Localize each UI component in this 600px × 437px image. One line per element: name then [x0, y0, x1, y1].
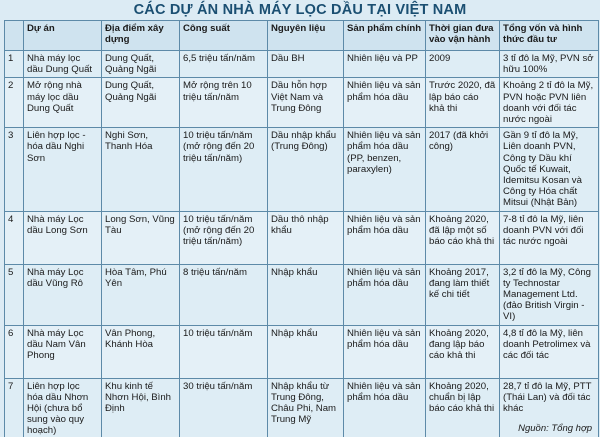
table-cell: Nhà máy lọc dầu Dung Quất — [24, 51, 102, 78]
column-header: Sản phẩm chính — [344, 21, 426, 51]
table-cell: 4,8 tỉ đô la Mỹ, liên doanh Petrolimex và các đối tác — [500, 325, 599, 378]
table-cell: Nhập khẩu — [268, 264, 344, 325]
table-cell: 7-8 tỉ đô la Mỹ, liên doanh PVN với đối tác nước ngoài — [500, 211, 599, 264]
row-number-cell: 3 — [5, 128, 24, 211]
table-cell: Khu kinh tế Nhơn Hội, Bình Định — [102, 378, 180, 437]
table-cell: Nhập khẩu từ Trung Đông, Châu Phi, Nam Trung Mỹ — [268, 378, 344, 437]
table-cell: Khoảng 2 tỉ đô la Mỹ, PVN hoặc PVN liên doanh với đối tác nước ngoài — [500, 78, 599, 128]
table-cell: Dầu BH — [268, 51, 344, 78]
table-row — [5, 211, 599, 264]
table-cell: Khoảng 2020, đang lập báo cáo khả thi — [426, 325, 500, 378]
table-row — [5, 78, 599, 128]
table-row — [5, 264, 599, 325]
column-header — [5, 21, 24, 51]
table-cell: Khoảng 2020, chuẩn bị lập báo cáo khả thi — [426, 378, 500, 437]
table-cell: Nhà máy Lọc dầu Nam Vân Phong — [24, 325, 102, 378]
table-cell: Hòa Tâm, Phú Yên — [102, 264, 180, 325]
table-cell: 2017 (đã khởi công) — [426, 128, 500, 211]
table-cell: 30 triệu tấn/năm — [180, 378, 268, 437]
table-row — [5, 378, 599, 437]
table-cell: 8 triệu tấn/năm — [180, 264, 268, 325]
table-cell: Dầu nhập khẩu (Trung Đông) — [268, 128, 344, 211]
table-cell: 10 triệu tấn/năm (mở rộng đến 20 triệu tấn/năm) — [180, 128, 268, 211]
table-row — [5, 128, 599, 211]
table-cell: 10 triệu tấn/năm (mở rộng đến 20 triệu tấn/năm) — [180, 211, 268, 264]
table-cell: 3,2 tỉ đô la Mỹ, Công ty Technostar Management Ltd. (đảo British Virgin - VI) — [500, 264, 599, 325]
table-cell: 6,5 triệu tấn/năm — [180, 51, 268, 78]
table-cell: 2009 — [426, 51, 500, 78]
table-cell: Nhiên liệu và sản phẩm hóa dầu — [344, 78, 426, 128]
table-row — [5, 325, 599, 378]
table-cell: 10 triệu tấn/năm — [180, 325, 268, 378]
table-cell: Vân Phong, Khánh Hòa — [102, 325, 180, 378]
row-number-cell: 6 — [5, 325, 24, 378]
refinery-projects-table — [4, 20, 599, 437]
table-cell: Trước 2020, đã lập báo cáo khả thi — [426, 78, 500, 128]
column-header: Thời gian đưa vào vận hành — [426, 21, 500, 51]
table-cell: Khoảng 2017, đang làm thiết kế chi tiết — [426, 264, 500, 325]
source-note: Nguồn: Tổng hợp — [518, 423, 592, 434]
column-header: Dự án — [24, 21, 102, 51]
table-cell: Nhiên liệu và sản phẩm hóa dầu — [344, 264, 426, 325]
page-title: CÁC DỰ ÁN NHÀ MÁY LỌC DẦU TẠI VIỆT NAM — [133, 2, 467, 18]
column-header: Công suất — [180, 21, 268, 51]
table-cell: Nghi Sơn, Thanh Hóa — [102, 128, 180, 211]
table-cell: Liên hợp lọc - hóa dầu Nghi Sơn — [24, 128, 102, 211]
table-header-row — [5, 21, 599, 51]
table-cell: Khoảng 2020, đã lập một số báo cáo khả thi — [426, 211, 500, 264]
table-row — [5, 51, 599, 78]
table-cell: Nhiên liệu và sản phẩm hóa dầu — [344, 211, 426, 264]
row-number-cell: 7 — [5, 378, 24, 437]
table-cell: Dầu thô nhập khẩu — [268, 211, 344, 264]
row-number-cell: 2 — [5, 78, 24, 128]
table-cell: Long Sơn, Vũng Tàu — [102, 211, 180, 264]
table-cell: Mở rộng nhà máy lọc dầu Dung Quất — [24, 78, 102, 128]
table-cell: Dung Quất, Quảng Ngãi — [102, 78, 180, 128]
table-cell: Dầu hỗn hợp Việt Nam và Trung Đông — [268, 78, 344, 128]
table-cell: Nhiên liệu và sản phẩm hóa dầu — [344, 378, 426, 437]
table-cell: 3 tỉ đô la Mỹ, PVN sở hữu 100% — [500, 51, 599, 78]
table-cell: Nhà máy Lọc dầu Long Sơn — [24, 211, 102, 264]
row-number-cell: 1 — [5, 51, 24, 78]
column-header: Nguyên liệu — [268, 21, 344, 51]
row-number-cell: 4 — [5, 211, 24, 264]
table-cell: Nhập khẩu — [268, 325, 344, 378]
table-cell: Liên hợp lọc hóa dầu Nhơn Hội (chưa bổ sung vào quy hoạch) — [24, 378, 102, 437]
table-cell: Mở rộng trên 10 triệu tấn/năm — [180, 78, 268, 128]
table-cell: 28,7 tỉ đô la Mỹ, PTT (Thái Lan) và đối tác khác — [500, 378, 599, 437]
row-number-cell: 5 — [5, 264, 24, 325]
table-cell: Nhiên liệu và sản phẩm hóa dầu — [344, 325, 426, 378]
table-cell: Dung Quất, Quảng Ngãi — [102, 51, 180, 78]
column-header: Tổng vốn và hình thức đầu tư — [500, 21, 599, 51]
table-cell: Gần 9 tỉ đô la Mỹ, Liên doanh PVN, Công ty Dầu khí Quốc tế Kuwait, Idemitsu Kosan và Công ty Hóa chất Mitsui (Nhật Bản) — [500, 128, 599, 211]
column-header: Địa điểm xây dựng — [102, 21, 180, 51]
table-cell: Nhà máy Lọc dầu Vũng Rô — [24, 264, 102, 325]
table-cell: Nhiên liệu và sản phẩm hóa dầu (PP, benzen, paraxylen) — [344, 128, 426, 211]
table-cell: Nhiên liệu và PP — [344, 51, 426, 78]
